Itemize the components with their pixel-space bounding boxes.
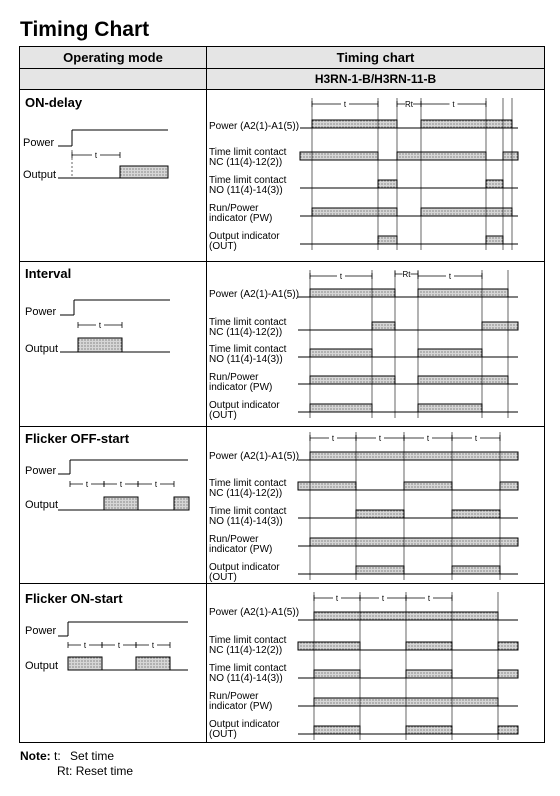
no-on [314,670,360,678]
header-timing-chart: Timing chart [207,47,544,68]
header-operating-mode: Operating mode [20,47,206,68]
power-label: Power [23,137,55,149]
nc-on [298,482,356,490]
out-on [378,236,397,244]
no-on [310,349,372,357]
nc-label: NC (11(4)-12(2)) [209,327,283,338]
no-on [498,670,518,678]
t-label: t [427,594,431,603]
left-mini-charts [58,130,189,670]
page-title: Timing Chart [20,18,150,41]
pw-label: Run/Power [209,203,259,214]
no-label: NO (11(4)-14(3)) [209,185,283,196]
nc-label: NC (11(4)-12(2)) [209,645,283,656]
mode-on-delay: ON-delay [25,95,83,110]
output-on [136,657,170,670]
out-label: (OUT) [209,572,237,583]
output-label: Output [25,660,59,672]
output-on [78,338,122,352]
t-label: t [154,480,158,489]
pw-label: indicator (PW) [209,701,273,712]
no-label: Time limit contact [209,663,287,674]
no-on [356,510,404,518]
power-full-label: Power (A2(1)-A1(5)) [209,607,300,618]
nc-label: Time limit contact [209,635,287,646]
output-label: Output [25,343,59,355]
t-label: t [378,434,382,443]
nc-on [503,152,518,160]
power-label: Power [25,625,57,637]
no-label: Time limit contact [209,344,287,355]
no-label: NO (11(4)-14(3)) [209,354,283,365]
out-label: (OUT) [209,241,237,252]
pw-on [421,208,512,216]
output-label: Output [25,499,59,511]
no-on [418,349,482,357]
out-on [486,236,503,244]
nc-on [298,642,360,650]
output-on [68,657,102,670]
nc-label: Time limit contact [209,147,287,158]
t-label: t [151,641,155,650]
no-on [406,670,452,678]
out-label: Output indicator [209,719,280,730]
note-rt-key: Rt: [57,764,73,778]
t-label: t [85,480,89,489]
t-label: t [331,434,335,443]
note-rt-text: Reset time [75,764,134,778]
out-on [314,726,360,734]
no-label: Time limit contact [209,506,287,517]
t-label: t [426,434,430,443]
power-label: Power [25,306,57,318]
out-on [406,726,452,734]
out-label: (OUT) [209,729,237,740]
no-on [452,510,500,518]
nc-on [404,482,452,490]
nc-on [498,642,518,650]
mode-flicker-on-start: Flicker ON-start [25,591,123,606]
no-label: Time limit contact [209,175,287,186]
t-label: t [335,594,339,603]
out-label: Output indicator [209,562,280,573]
t-label: t [83,641,87,650]
power-label: Power [25,465,57,477]
note-t-text: Set time [70,749,115,763]
out-on [452,566,500,574]
out-label: (OUT) [209,410,237,421]
t-label: t [119,480,123,489]
power-on [312,120,397,128]
out-label: Output indicator [209,231,280,242]
pw-label: Run/Power [209,372,259,383]
pw-label: indicator (PW) [209,213,273,224]
header-model: H3RN-1-B/H3RN-11-B [207,69,544,89]
out-on [310,404,372,412]
output-label: Output [23,169,57,181]
nc-label: Time limit contact [209,478,287,489]
pw-on [312,208,397,216]
nc-on [397,152,486,160]
power-full-label: Power (A2(1)-A1(5)) [209,451,300,462]
output-on [120,166,168,178]
t-label: Rt [402,270,411,279]
mode-interval: Interval [25,266,72,281]
mode-flicker-off-start: Flicker OFF-start [25,431,130,446]
pw-on [310,538,518,546]
power-full-label: Power (A2(1)-A1(5)) [209,121,300,132]
t-label: t [117,641,121,650]
pw-label: Run/Power [209,534,259,545]
t-label: t [452,100,455,109]
t-label: t [448,272,452,281]
out-label: Output indicator [209,400,280,411]
pw-on [418,376,508,384]
t-label: t [474,434,478,443]
nc-on [406,642,452,650]
nc-on [372,322,395,330]
nc-label: NC (11(4)-12(2)) [209,488,283,499]
note-t-key: t: [54,749,61,763]
output-on [174,497,189,510]
no-label: NO (11(4)-14(3)) [209,516,283,527]
out-on [418,404,482,412]
t-label: t [339,272,343,281]
power-on [310,452,518,460]
nc-on [500,482,518,490]
t-label: t [343,100,347,109]
pw-on [310,376,395,384]
t-label: t [94,151,98,160]
power-full-label: Power (A2(1)-A1(5)) [209,289,300,300]
power-on [421,120,512,128]
nc-label: Time limit contact [209,317,287,328]
out-on [498,726,518,734]
pw-label: indicator (PW) [209,544,273,555]
output-on [104,497,138,510]
t-label: t [98,321,102,330]
right-timing-charts [298,98,518,740]
nc-label: NC (11(4)-12(2)) [209,157,283,168]
out-on [356,566,404,574]
t-label: Rt [405,100,413,109]
nc-on [482,322,518,330]
no-on [378,180,397,188]
note-label: Note: [20,749,51,763]
t-label: t [381,594,385,603]
note [20,749,133,779]
no-on [486,180,503,188]
power-on [310,289,395,297]
pw-label: Run/Power [209,691,259,702]
pw-label: indicator (PW) [209,382,273,393]
no-label: NO (11(4)-14(3)) [209,673,283,684]
power-on [418,289,508,297]
